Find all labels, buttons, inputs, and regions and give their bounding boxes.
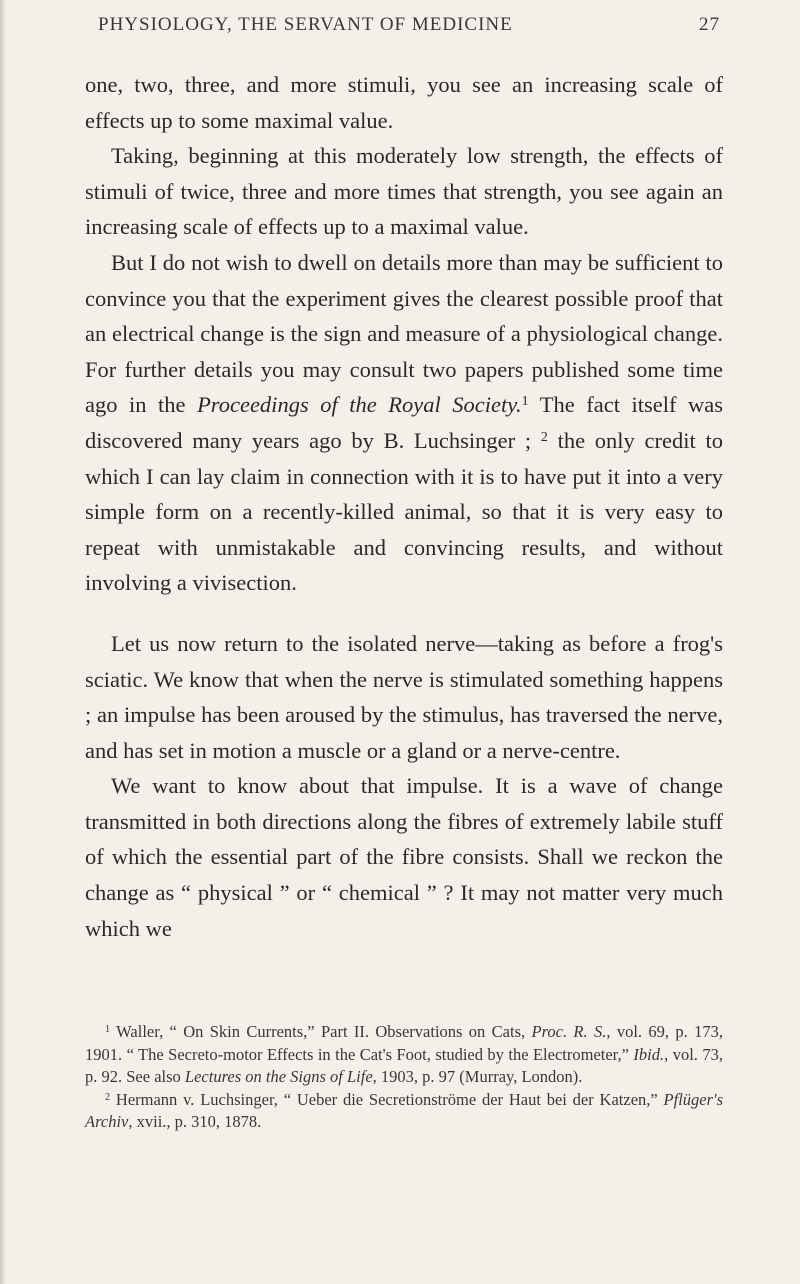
running-head-title: PHYSIOLOGY, THE SERVANT OF MEDICINE	[98, 14, 513, 35]
footnote-2-text-b: , xvii., p. 310, 1878.	[128, 1112, 262, 1131]
footnote-2	[85, 1089, 723, 1134]
footnote-1	[85, 1021, 723, 1089]
footnote-2-italic-a: Pflüger's Archiv	[85, 1089, 723, 1131]
footnote-1-text-c: , vol. 73, p. 92. See also	[85, 1044, 723, 1086]
footnote-1-italic-b: Ibid.	[633, 1044, 665, 1064]
footnote-1-text-d: , 1903, p. 97 (Murray, London).	[372, 1067, 583, 1086]
body-text	[85, 67, 723, 946]
page-binding-edge	[0, 0, 6, 1284]
footnote-1-italic-a: Proc. R. S.	[531, 1022, 607, 1041]
page-number: 27	[699, 14, 720, 35]
footnote-1-italic-c: Lectures on the Signs of Life	[184, 1067, 373, 1086]
footnote-2-text-a: Hermann v. Luchsinger, “ Ueber die Secretionströme der Haut bei der Katzen,”	[110, 1089, 664, 1109]
footnote-2-mark: 2	[105, 1091, 111, 1103]
paragraph-3-part-1: But I do not wish to dwell on details more than may be sufficient to convince you that the experiment gives the clearest possible proof that an electrical change is the sign and measure of a physiological change. For further details you may consult two papers published some time ago in the	[85, 249, 723, 418]
paragraph-3	[85, 245, 723, 601]
footnotes	[85, 1021, 723, 1134]
paragraph-1: one, two, three, and more stimuli, you see an increasing scale of effects up to some maximal value.	[85, 72, 723, 133]
running-head	[98, 14, 720, 40]
paragraph-3-part-3: the only credit to which I can lay claim in connection with it is to have put it into a very simple form on a recently-killed animal, so that it is very easy to repeat with unmistakable and convincing results, and without involving a vivisection.	[85, 427, 723, 596]
journal-title: Proceedings of the Royal Society.	[197, 392, 522, 418]
paragraph-2: Taking, beginning at this moderately low strength, the effects of stimuli of twice, three and more times that strength, you see again an increasing scale of effects up to a maximal value.	[85, 143, 723, 240]
footnote-1-text-b: , vol. 69, p. 173, 1901. “ The Secreto-motor Effects in the Cat's Foot, studied by the Electrometer,”	[85, 1022, 723, 1064]
paragraph-4: Let us now return to the isolated nerve—taking as before a frog's sciatic. We know that when the nerve is stimulated something happens ; an impulse has been aroused by the stimulus, has traversed the nerve, and has set in motion a muscle or a gland or a nerve-centre.	[85, 630, 723, 763]
footnote-1-mark: 1	[105, 1023, 111, 1035]
footnote-ref-2: 2	[540, 429, 548, 445]
paragraph-3-part-2: The fact itself was discovered many years ago by B. Luchsinger ;	[85, 392, 723, 453]
footnote-ref-1: 1	[521, 394, 529, 410]
footnote-1-text-a: Waller, “ On Skin Currents,” Part II. Observations on Cats,	[110, 1022, 532, 1041]
paragraph-5: We want to know about that impulse. It is a wave of change transmitted in both directions along the fibres of extremely labile stuff of which the essential part of the fibre consists. Shall we reckon the change as “ physical ” or “ chemical ” ? It may not matter very much which we	[85, 773, 723, 941]
